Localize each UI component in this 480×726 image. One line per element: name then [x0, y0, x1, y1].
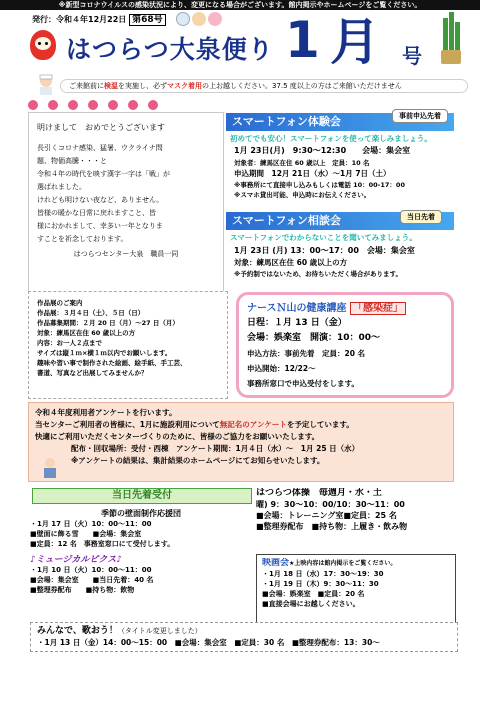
- same-day-reception-header: 当日先着受付: [32, 488, 252, 504]
- nurse-health-lecture: [236, 292, 454, 398]
- same-day-badge: 当日先着: [400, 210, 442, 224]
- smartphone-trial-note-2: ※スマホ貸出可能、申込時にお伝えください。: [234, 191, 371, 199]
- page-bottom-margin: [0, 660, 480, 726]
- sing-title-note: （タイトル変更しました）: [117, 627, 202, 635]
- snowman-icon: [176, 12, 190, 26]
- smartphone-consult-date: 1月 23日 (月) 13：00～17：00 会場：集会室: [234, 246, 415, 255]
- top-notice-bar: ※新型コロナウイルスの感染状況により、変更になる場合がございます。館内掲示やホームページをご覧ください。: [0, 0, 480, 10]
- rabbit-icon: [192, 12, 206, 26]
- smartphone-consult-note: ※予約制ではないため、お待ちいただく場合があります。: [234, 270, 403, 278]
- movie-note: ■直接会場にお越しください。: [262, 600, 360, 608]
- animal-illustrations: [176, 12, 222, 26]
- survey-line-3: 快適にご利用いただくセンターづくりのために、皆様のご協力をお願いいたします。: [35, 432, 320, 441]
- wall-craft-title: 季節の壁面制作応援団: [101, 509, 181, 518]
- sing-title-row: [37, 625, 451, 637]
- movie-title-row: [262, 558, 450, 569]
- movie-date-1: ・1月 18 日（水）17：30～19：30: [262, 570, 384, 578]
- smartphone-trial-title: スマートフォン体験会: [226, 113, 454, 131]
- exercise-section: [256, 488, 456, 550]
- wall-craft-capacity: ■定員：12 名 事務室窓口にて受付します。: [30, 540, 175, 548]
- greeting-line: 様におかれまして、幸多い一年となりま: [37, 222, 163, 230]
- notice-text-2: を実施し、必ず: [118, 82, 167, 90]
- pig-icon: [208, 12, 222, 26]
- notice-text-1: ご来館前に: [69, 82, 104, 90]
- survey-line-2-pre: 当センターご利用者の皆様に、1月に施設利用について: [35, 420, 220, 429]
- survey-line-4: 配布・回収場所：受付・西棟 アンケート期間：1月４日（水）～ 1月 25 日（水）: [71, 444, 360, 453]
- smartphone-trial-target: 対象者：練馬区在住 60 歳以上 定員：10 名: [234, 159, 370, 167]
- exercise-title: はつらつ体操 毎週月・水・土: [256, 488, 382, 498]
- survey-line-2: [35, 419, 447, 431]
- notice-text-3: の上お越しください。37.5 度以上の方はご来館いただけません: [202, 82, 402, 90]
- greeting-line: 選ばれました。: [37, 183, 86, 191]
- smartphone-consult-title: スマートフォン相談会: [226, 212, 454, 230]
- survey-line-2-post: を予定しています。: [286, 420, 354, 429]
- user-survey-notice: [28, 402, 454, 482]
- nurse-lecture-where: 事務所窓口で申込受付をします。: [247, 379, 359, 388]
- exercise-items: ■整理券配布 ■持ち物：上履き・飲み物: [256, 522, 408, 531]
- nurse-lecture-title: [247, 301, 443, 316]
- exercise-time: 曜) 9：30～10：00/10：30～11：00: [256, 500, 405, 509]
- month-number: 1: [285, 11, 320, 69]
- advance-booking-badge: 事前申込先着: [392, 109, 448, 123]
- issue-date: 発行：令和４年12月22日: [32, 15, 127, 24]
- new-year-greeting: [28, 112, 224, 318]
- wall-craft-info: ■壁面に飾る雪 ■会場：集会室: [30, 530, 142, 538]
- exercise-place: ■会場：トレーニング室■定員：25 名: [256, 511, 397, 520]
- kadomatsu-icon: [440, 14, 462, 64]
- plum-blossom-row: [28, 98, 238, 112]
- greeting-line: けれども明けない夜など、ありません。: [37, 196, 164, 204]
- survey-line-1: 令和４年度利用者アンケートを行います。: [35, 408, 177, 417]
- same-day-events: [30, 505, 252, 641]
- greeting-line: 題、物価高騰・・・と: [37, 157, 107, 165]
- exhibition-line: 作品展：３月４日（土）、５日（日）: [37, 309, 145, 317]
- greeting-line: すことを祈念しております。: [37, 235, 128, 243]
- entry-notice: [60, 79, 468, 93]
- newsletter-title: はつらつ大泉便り: [66, 35, 274, 64]
- nurse-lecture-title-text: ナースＮ山の健康講座: [247, 303, 347, 314]
- smartphone-consult-subtitle: スマートフォンでわからないことを聞いてみましょう。: [230, 233, 417, 242]
- plum-blossom-icon: [128, 100, 138, 110]
- exhibition-line: 作品募集期間：２月 20 日（月）～27 日（月）: [37, 319, 179, 327]
- greeting-signature: はつらつセンター大泉 職員一同: [73, 250, 179, 258]
- exhibition-line: 趣味や習い事で制作された絵画、絵手紙、手工芸、: [37, 359, 187, 367]
- musical-pics-items: ■整理券配布 ■持ち物：飲物: [30, 586, 135, 594]
- month-kanji: 月: [330, 13, 380, 71]
- movie-date-2: ・1月 19 日（木）9：30～11：30: [262, 580, 379, 588]
- nurse-lecture-date: 日程：１月 13 日（金）: [247, 318, 347, 328]
- plum-blossom-icon: [28, 100, 38, 110]
- sing-detail: ・1月 13 日（金）14：00～15：00 ■会場：集会室 ■定員：30 名 ■整理券配布：13：30～: [37, 638, 380, 647]
- notice-highlight-mask: マスク着用: [167, 82, 202, 90]
- issue-number: 第68号: [129, 14, 166, 26]
- exhibition-line: サイズは縦１ｍ×横１ｍ以内でお願いします。: [37, 349, 172, 357]
- wall-craft-date: ・1月 17 日（火）10：00～11：00: [30, 520, 152, 528]
- greeting-line: 明けまして おめでとうございます: [37, 123, 165, 132]
- nurse-icon: [36, 73, 56, 95]
- plum-blossom-icon: [68, 100, 78, 110]
- smartphone-trial-note-1: ※事務所にて直接申し込みもしくは電話 10：00-17：00: [234, 181, 405, 189]
- daruma-icon: [30, 30, 56, 60]
- nurse-lecture-place: 会場：娯楽室 開演：10：00～: [247, 333, 381, 343]
- musical-pics-title: ♪ミュージカルピクス♪: [30, 555, 123, 565]
- notice-highlight-temperature: 検温: [104, 82, 118, 90]
- plum-blossom-icon: [88, 100, 98, 110]
- smartphone-trial-section: [226, 113, 454, 208]
- exhibition-line: 対象：練馬区在住 60 歳以上の方: [37, 329, 136, 337]
- plum-blossom-icon: [48, 100, 58, 110]
- nurse-lecture-start: 申込開始：12/22～: [247, 364, 316, 373]
- musical-pics-info: ■会場：集会室 ■当日先着：40 名: [30, 576, 154, 584]
- plum-blossom-icon: [148, 100, 158, 110]
- survey-anonymous-highlight: 無記名のアンケート: [219, 420, 287, 429]
- musical-pics-date: ・1月 10 日（火）10：00～11：00: [30, 566, 152, 574]
- movie-section: [256, 554, 456, 632]
- greeting-line: 令和４年の時代を映す漢字一字は「戦」が: [37, 170, 170, 178]
- staff-icon: [41, 456, 59, 478]
- sing-together-section: [30, 622, 458, 652]
- month-suffix: 号: [402, 44, 422, 68]
- movie-title-note: ★上映内容は館内掲示をご覧ください。: [289, 560, 397, 567]
- exhibition-line: 作品展のご案内: [37, 299, 83, 307]
- greeting-line: 皆様の暖かな日常に戻れますこと、皆: [37, 209, 156, 217]
- movie-place: ■会場：娯楽室 ■定員：20 名: [262, 590, 365, 598]
- exhibition-info: [28, 291, 228, 399]
- movie-title: 映画会: [262, 558, 290, 568]
- nurse-lecture-topic: 「感染症」: [350, 302, 406, 315]
- nurse-lecture-method: 申込方法：事前先着 定員：20 名: [247, 349, 366, 358]
- exhibition-line: 書道、写真など出展してみませんか？: [37, 369, 148, 377]
- greeting-line: 長引くコロナ感染、猛暑、ウクライナ問: [37, 144, 163, 152]
- survey-line-5: ※アンケートの結果は、集計結果のホームページにてお知らせいたします。: [71, 456, 325, 465]
- smartphone-consult-target: 対象：練馬区在住 60 歳以上の方: [234, 258, 348, 267]
- plum-blossom-icon: [108, 100, 118, 110]
- smartphone-trial-apply: 申込期間 12月 21日（水）～1月 7日（土）: [234, 169, 391, 178]
- exhibition-line: 内容：お一人２点まで: [37, 339, 102, 347]
- smartphone-trial-date: 1月 23日(月) 9:30～12:30 会場：集会室: [234, 146, 411, 155]
- sing-title: みんなで、歌おう！: [37, 626, 118, 636]
- issue-info: [32, 12, 166, 25]
- smartphone-trial-subtitle: 初めてでも安心！スマートフォンを使って楽しみましょう。: [230, 134, 432, 143]
